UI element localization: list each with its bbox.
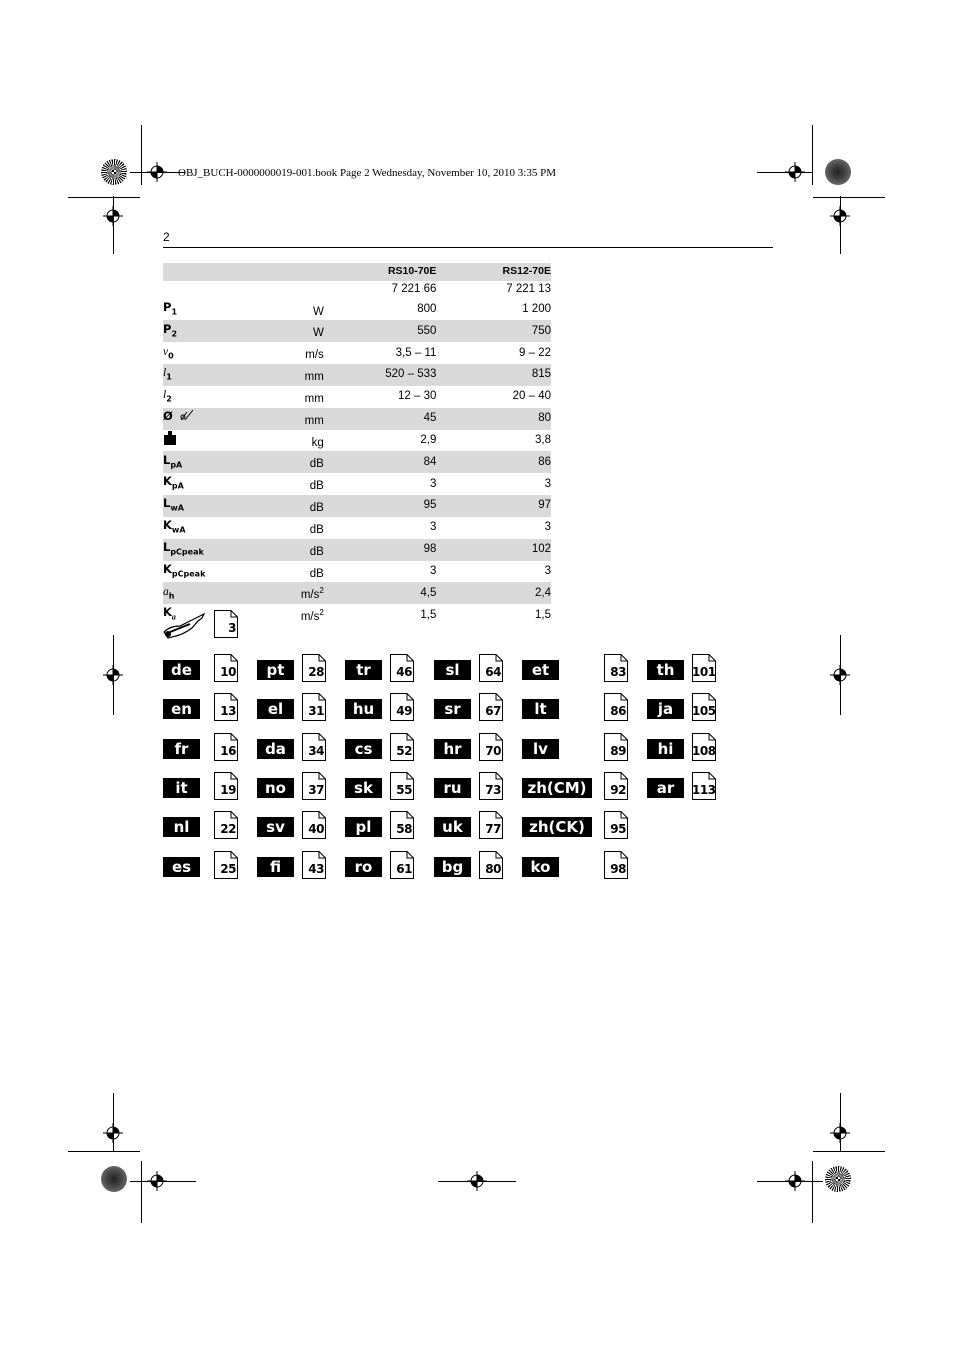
spec-value-rs10: 3: [429, 564, 437, 577]
print-header: OBJ_BUCH-0000000019-001.book Page 2 Wednesday, November 10, 2010 3:35 PM: [178, 167, 556, 179]
page-ref: [479, 654, 503, 682]
spec-symbol: L: [163, 496, 171, 511]
language-code-nl: nl: [163, 817, 200, 837]
spec-symbol: Ø: [163, 409, 173, 423]
technical-data-table: [163, 263, 551, 626]
spec-symbol: P: [163, 321, 172, 336]
spec-unit: dB: [309, 480, 324, 493]
page-ref-number: 19: [220, 783, 236, 797]
language-code-pt: pt: [257, 660, 294, 680]
language-code-ru: ru: [434, 778, 471, 798]
color-bar-icon: [825, 159, 851, 185]
spec-row: [163, 408, 551, 430]
language-code-fi: fi: [257, 857, 294, 877]
tool-icon: [162, 612, 206, 647]
language-code-sv: sv: [257, 817, 294, 837]
language-code-tr: tr: [345, 660, 382, 680]
page-ref: [479, 811, 503, 839]
spec-unit: dB: [309, 567, 324, 580]
language-code-es: es: [163, 857, 200, 877]
spec-value-rs10: 4,5: [324, 582, 437, 604]
spec-value-rs12: 1 200: [522, 303, 551, 315]
page-ref: [214, 654, 238, 682]
spec-row: [163, 386, 551, 408]
spec-row: [163, 495, 551, 517]
page-ref: [214, 610, 238, 638]
spec-symbol: K: [163, 474, 172, 489]
page-ref-number: 64: [485, 665, 501, 679]
page-ref: [604, 733, 628, 761]
language-code-de: de: [163, 660, 200, 680]
spec-value-rs12: 80: [436, 408, 551, 430]
page-ref-number: 77: [485, 822, 501, 836]
table-header-row: [163, 263, 551, 281]
spec-symbol: P: [163, 299, 172, 314]
language-code-pl: pl: [345, 817, 382, 837]
language-code-th: th: [647, 660, 684, 680]
page-ref: [214, 733, 238, 761]
page-ref-number: 3: [228, 621, 236, 635]
page-ref: [479, 772, 503, 800]
spec-symbol: v: [163, 345, 169, 358]
page-ref-number: 16: [220, 744, 236, 758]
page-ref-number: 22: [220, 822, 236, 836]
page-ref-number: 34: [308, 744, 324, 758]
page-ref-number: 98: [610, 862, 626, 876]
spec-value-rs12: 815: [436, 364, 551, 386]
order-number-row: [163, 281, 551, 299]
language-code-en: en: [163, 699, 200, 719]
model-rs10-70e: RS10-70E: [324, 263, 437, 281]
spec-symbol: a: [163, 585, 169, 598]
language-code-fr: fr: [163, 739, 200, 759]
spec-symbol: K: [163, 605, 172, 620]
spec-unit: kg: [311, 436, 324, 449]
spec-value-rs10: 800: [417, 303, 437, 315]
page-ref-number: 108: [692, 744, 716, 758]
page-ref-number: 55: [396, 783, 412, 797]
spec-row: [163, 451, 551, 473]
page-ref: [604, 851, 628, 879]
color-bar-icon: [101, 159, 127, 185]
page-ref-number: 80: [485, 862, 501, 876]
page-ref-number: 40: [308, 822, 324, 836]
spec-value-rs10: 98: [324, 539, 437, 561]
header-rule: [163, 247, 773, 248]
spec-value-rs10: 45: [324, 408, 437, 430]
spec-row: [163, 430, 551, 452]
spec-row: [163, 517, 551, 539]
language-code-el: el: [257, 699, 294, 719]
page-ref: [302, 693, 326, 721]
page-ref: [479, 733, 503, 761]
page-ref: [692, 693, 716, 721]
page-ref-number: 86: [610, 704, 626, 718]
spec-unit: m/s: [300, 611, 320, 624]
spec-symbol: l: [163, 367, 167, 380]
language-code-ro: ro: [345, 857, 382, 877]
spec-symbol: L: [163, 539, 171, 554]
page-ref-number: 37: [308, 783, 324, 797]
spec-symbol-subscript: 2: [166, 394, 172, 404]
spec-unit: mm: [304, 370, 324, 383]
language-code-no: no: [257, 778, 294, 798]
page-ref-number: 52: [396, 744, 412, 758]
page-ref-number: 43: [308, 862, 324, 876]
spec-symbol-subscript: a: [171, 612, 176, 622]
language-code-sk: sk: [345, 778, 382, 798]
spec-value-rs12: 3: [544, 477, 551, 490]
page-ref-number: 92: [610, 783, 626, 797]
spec-value-rs10: 520 – 533: [324, 364, 437, 386]
spec-row: [163, 320, 551, 342]
order-number: 7 221 13: [506, 283, 551, 296]
page-ref-number: 46: [396, 665, 412, 679]
spec-value-rs12: 86: [436, 451, 551, 473]
spec-value-rs12: 102: [436, 539, 551, 561]
page-ref-number: 95: [610, 822, 626, 836]
spec-symbol-subscript: 0: [168, 350, 174, 360]
page-ref-number: 89: [610, 744, 626, 758]
page-ref-number: 67: [485, 704, 501, 718]
page-ref-number: 61: [396, 862, 412, 876]
page-ref: [214, 811, 238, 839]
page-ref-number: 83: [610, 665, 626, 679]
page-ref: [214, 693, 238, 721]
spec-symbol-subscript: wA: [170, 503, 184, 513]
spec-symbol-subscript: pCpeak: [170, 547, 204, 557]
spec-symbol: K: [163, 561, 172, 576]
color-bar-icon: [825, 1166, 851, 1192]
weight-icon: [163, 431, 177, 445]
page-ref-number: 31: [308, 704, 324, 718]
language-code-ja: ja: [647, 699, 684, 719]
page-ref-number: 113: [692, 783, 716, 797]
spec-row: [163, 473, 551, 495]
spec-symbol-subscript: wA: [171, 525, 186, 535]
spec-symbol-subscript: 2: [171, 328, 178, 338]
spec-value-rs10: 3,5 – 11: [395, 346, 437, 359]
spec-row: [163, 299, 551, 321]
language-code-ko: ko: [522, 857, 559, 877]
spec-unit: dB: [309, 458, 324, 471]
page-ref: [302, 733, 326, 761]
blade-icon: [179, 409, 195, 421]
page-ref: [302, 811, 326, 839]
language-code-zhcm: zh(CM): [522, 778, 592, 798]
language-code-da: da: [257, 739, 294, 759]
spec-value-rs12: 97: [436, 495, 551, 517]
language-code-sr: sr: [434, 699, 471, 719]
spec-unit-sup: 2: [319, 608, 324, 618]
page-ref: [479, 693, 503, 721]
spec-value-rs12: 1,5: [535, 608, 551, 621]
page-ref: [390, 654, 414, 682]
spec-symbol-subscript: h: [168, 590, 175, 600]
spec-row: [163, 342, 551, 364]
language-code-bg: bg: [434, 857, 471, 877]
page-ref: [302, 851, 326, 879]
page-ref: [390, 733, 414, 761]
page-ref: [214, 772, 238, 800]
color-bar-icon: [101, 1166, 127, 1192]
page-ref-number: 28: [308, 665, 324, 679]
language-code-zhck: zh(CK): [522, 817, 592, 837]
spec-row: [163, 539, 551, 561]
spec-symbol-subscript: 1: [171, 307, 178, 317]
page-ref-number: 105: [692, 704, 716, 718]
language-code-sl: sl: [434, 660, 471, 680]
language-code-it: it: [163, 778, 200, 798]
page-ref: [604, 772, 628, 800]
page-ref: [390, 851, 414, 879]
spec-unit: dB: [309, 545, 324, 558]
spec-row: [163, 561, 551, 583]
page-ref: [604, 811, 628, 839]
page-ref-number: 10: [220, 665, 236, 679]
spec-unit: dB: [309, 523, 324, 536]
spec-value-rs10: 84: [324, 451, 437, 473]
page-ref-number: 58: [396, 822, 412, 836]
page-ref: [390, 772, 414, 800]
spec-value-rs10: 95: [324, 495, 437, 517]
page-ref: [214, 851, 238, 879]
spec-value-rs12: 20 – 40: [512, 390, 551, 403]
spec-value-rs12: 3: [544, 564, 551, 577]
spec-unit-sup: 2: [319, 586, 324, 596]
page-ref-number: 73: [485, 783, 501, 797]
page-ref: [479, 851, 503, 879]
spec-unit: m/s: [300, 589, 320, 602]
page-ref: [692, 654, 716, 682]
language-code-lt: lt: [522, 699, 559, 719]
spec-symbol: K: [163, 518, 172, 533]
page-ref: [692, 772, 716, 800]
spec-symbol: l: [163, 389, 167, 402]
page-ref-number: 101: [692, 665, 716, 679]
language-code-ar: ar: [647, 778, 684, 798]
language-code-et: et: [522, 660, 559, 680]
spec-unit: dB: [309, 501, 324, 514]
spec-value-rs10: 550: [324, 320, 437, 342]
spec-value-rs12: 3,8: [535, 433, 551, 446]
page-ref: [302, 772, 326, 800]
page-ref-number: 49: [396, 704, 412, 718]
spec-symbol: L: [163, 452, 171, 467]
spec-value-rs12: 2,4: [436, 582, 551, 604]
spec-value-rs12: 750: [436, 320, 551, 342]
spec-value-rs12: 3: [544, 521, 551, 534]
spec-unit: W: [312, 305, 324, 318]
spec-symbol-subscript: pA: [170, 459, 183, 469]
spec-value-rs10: 3: [429, 521, 437, 534]
language-code-uk: uk: [434, 817, 471, 837]
spec-symbol-subscript: 1: [166, 372, 172, 382]
page-ref: [692, 733, 716, 761]
spec-symbol-subscript: pA: [171, 481, 184, 491]
language-code-hr: hr: [434, 739, 471, 759]
spec-value-rs10: 1,5: [420, 608, 437, 621]
language-code-cs: cs: [345, 739, 382, 759]
page-ref: [604, 693, 628, 721]
page-ref: [390, 693, 414, 721]
spec-unit: mm: [304, 392, 324, 405]
page-ref-number: 70: [485, 744, 501, 758]
language-code-hu: hu: [345, 699, 382, 719]
spec-unit: mm: [304, 414, 324, 427]
spec-row: [163, 582, 551, 604]
language-code-hi: hi: [647, 739, 684, 759]
language-code-lv: lv: [522, 739, 559, 759]
spec-symbol-subscript: pCpeak: [171, 569, 206, 579]
spec-unit: W: [312, 327, 324, 340]
spec-value-rs10: 3: [429, 477, 437, 490]
page-ref-number: 13: [220, 704, 236, 718]
spec-value-rs10: 2,9: [420, 433, 437, 446]
spec-value-rs12: 9 – 22: [519, 346, 551, 359]
order-number: 7 221 66: [391, 283, 437, 296]
page-number: 2: [163, 230, 170, 244]
page-ref: [604, 654, 628, 682]
model-rs12-70e: RS12-70E: [436, 263, 551, 281]
spec-row: [163, 364, 551, 386]
page-ref: [302, 654, 326, 682]
spec-value-rs10: 12 – 30: [398, 390, 437, 403]
page-ref: [390, 811, 414, 839]
spec-unit: m/s: [305, 349, 324, 362]
page-ref-number: 25: [220, 862, 236, 876]
